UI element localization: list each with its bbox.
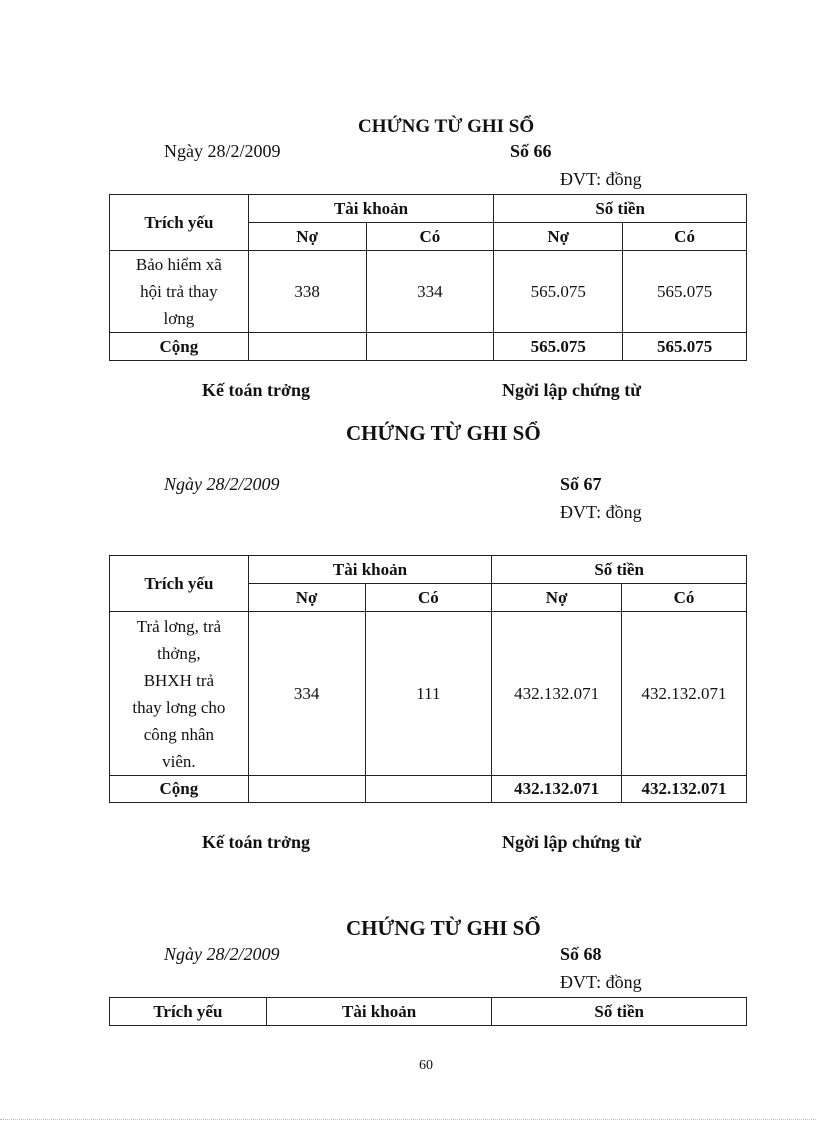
voucher-66-table xyxy=(109,194,747,361)
description-line: viên. xyxy=(162,751,196,771)
voucher-66-accountant: Kế toán trởng xyxy=(202,380,310,400)
voucher-67-title: CHỨNG TỪ GHI SỔ xyxy=(346,421,541,445)
header-amount: Số tiền xyxy=(492,998,747,1026)
row-credit-amount: 565.075 xyxy=(623,251,747,333)
description-line: BHXH trả xyxy=(143,670,215,690)
voucher-67-accountant: Kế toán trởng xyxy=(202,832,310,852)
page-bottom-divider xyxy=(0,1119,816,1120)
description-line: thay lơng cho xyxy=(132,697,226,717)
description-line: Bảo hiểm xã xyxy=(135,255,222,274)
voucher-67-date: Ngày 28/2/2009 xyxy=(164,474,280,494)
total-empty xyxy=(366,333,494,361)
description-line: công nhân xyxy=(143,724,215,744)
row-credit-amount: 432.132.071 xyxy=(622,612,747,776)
voucher-67-preparer: Ngời lập chứng từ xyxy=(502,832,642,852)
header-debit-amount: Nợ xyxy=(492,584,622,612)
description-line: hội trả thay xyxy=(140,282,218,301)
row-credit-account: 334 xyxy=(366,251,494,333)
row-debit-account: 334 xyxy=(248,612,365,776)
header-debit-account: Nợ xyxy=(248,223,366,251)
header-credit-account: Có xyxy=(366,223,494,251)
header-summary: Trích yếu xyxy=(110,556,249,612)
voucher-66-title: CHỨNG TỪ GHI SỔ xyxy=(358,116,535,137)
total-label: Cộng xyxy=(110,333,249,361)
voucher-67-number: Số 67 xyxy=(560,474,602,494)
total-debit-amount: 432.132.071 xyxy=(492,776,622,803)
header-amount: Số tiền xyxy=(492,556,747,584)
voucher-67-table xyxy=(109,555,747,803)
header-account: Tài khoản xyxy=(248,195,494,223)
row-debit-account: 338 xyxy=(248,251,366,333)
voucher-68-date: Ngày 28/2/2009 xyxy=(164,944,280,964)
row-description xyxy=(110,612,249,776)
total-label: Cộng xyxy=(110,776,249,803)
voucher-66-preparer: Ngời lập chứng từ xyxy=(502,380,642,400)
header-summary: Trích yếu xyxy=(110,195,249,251)
total-debit-amount: 565.075 xyxy=(494,333,623,361)
voucher-66-unit: ĐVT: đồng xyxy=(560,169,642,189)
page-number: 60 xyxy=(419,1058,433,1073)
row-debit-amount: 432.132.071 xyxy=(492,612,622,776)
voucher-66-number: Số 66 xyxy=(510,141,552,161)
header-amount: Số tiền xyxy=(494,195,747,223)
description-line: lơng xyxy=(163,309,195,328)
description-line: Trả lơng, trả xyxy=(136,616,222,636)
header-credit-amount: Có xyxy=(622,584,747,612)
header-credit-amount: Có xyxy=(623,223,747,251)
voucher-68-unit: ĐVT: đồng xyxy=(560,972,642,992)
row-debit-amount: 565.075 xyxy=(494,251,623,333)
voucher-68-title: CHỨNG TỪ GHI SỔ xyxy=(346,916,541,940)
header-account: Tài khoản xyxy=(248,556,491,584)
voucher-66-date: Ngày 28/2/2009 xyxy=(164,141,281,161)
header-account: Tài khoản xyxy=(266,998,492,1026)
header-credit-account: Có xyxy=(365,584,492,612)
voucher-68-number: Số 68 xyxy=(560,944,602,964)
total-empty xyxy=(365,776,492,803)
total-credit-amount: 432.132.071 xyxy=(622,776,747,803)
row-description xyxy=(110,251,249,333)
voucher-68-table xyxy=(109,997,747,1026)
voucher-67-unit: ĐVT: đồng xyxy=(560,502,642,522)
description-line: thởng, xyxy=(157,643,201,663)
header-debit-amount: Nợ xyxy=(494,223,623,251)
total-empty xyxy=(248,776,365,803)
header-summary: Trích yếu xyxy=(110,998,267,1026)
row-credit-account: 111 xyxy=(365,612,492,776)
total-credit-amount: 565.075 xyxy=(623,333,747,361)
header-debit-account: Nợ xyxy=(248,584,365,612)
total-empty xyxy=(248,333,366,361)
